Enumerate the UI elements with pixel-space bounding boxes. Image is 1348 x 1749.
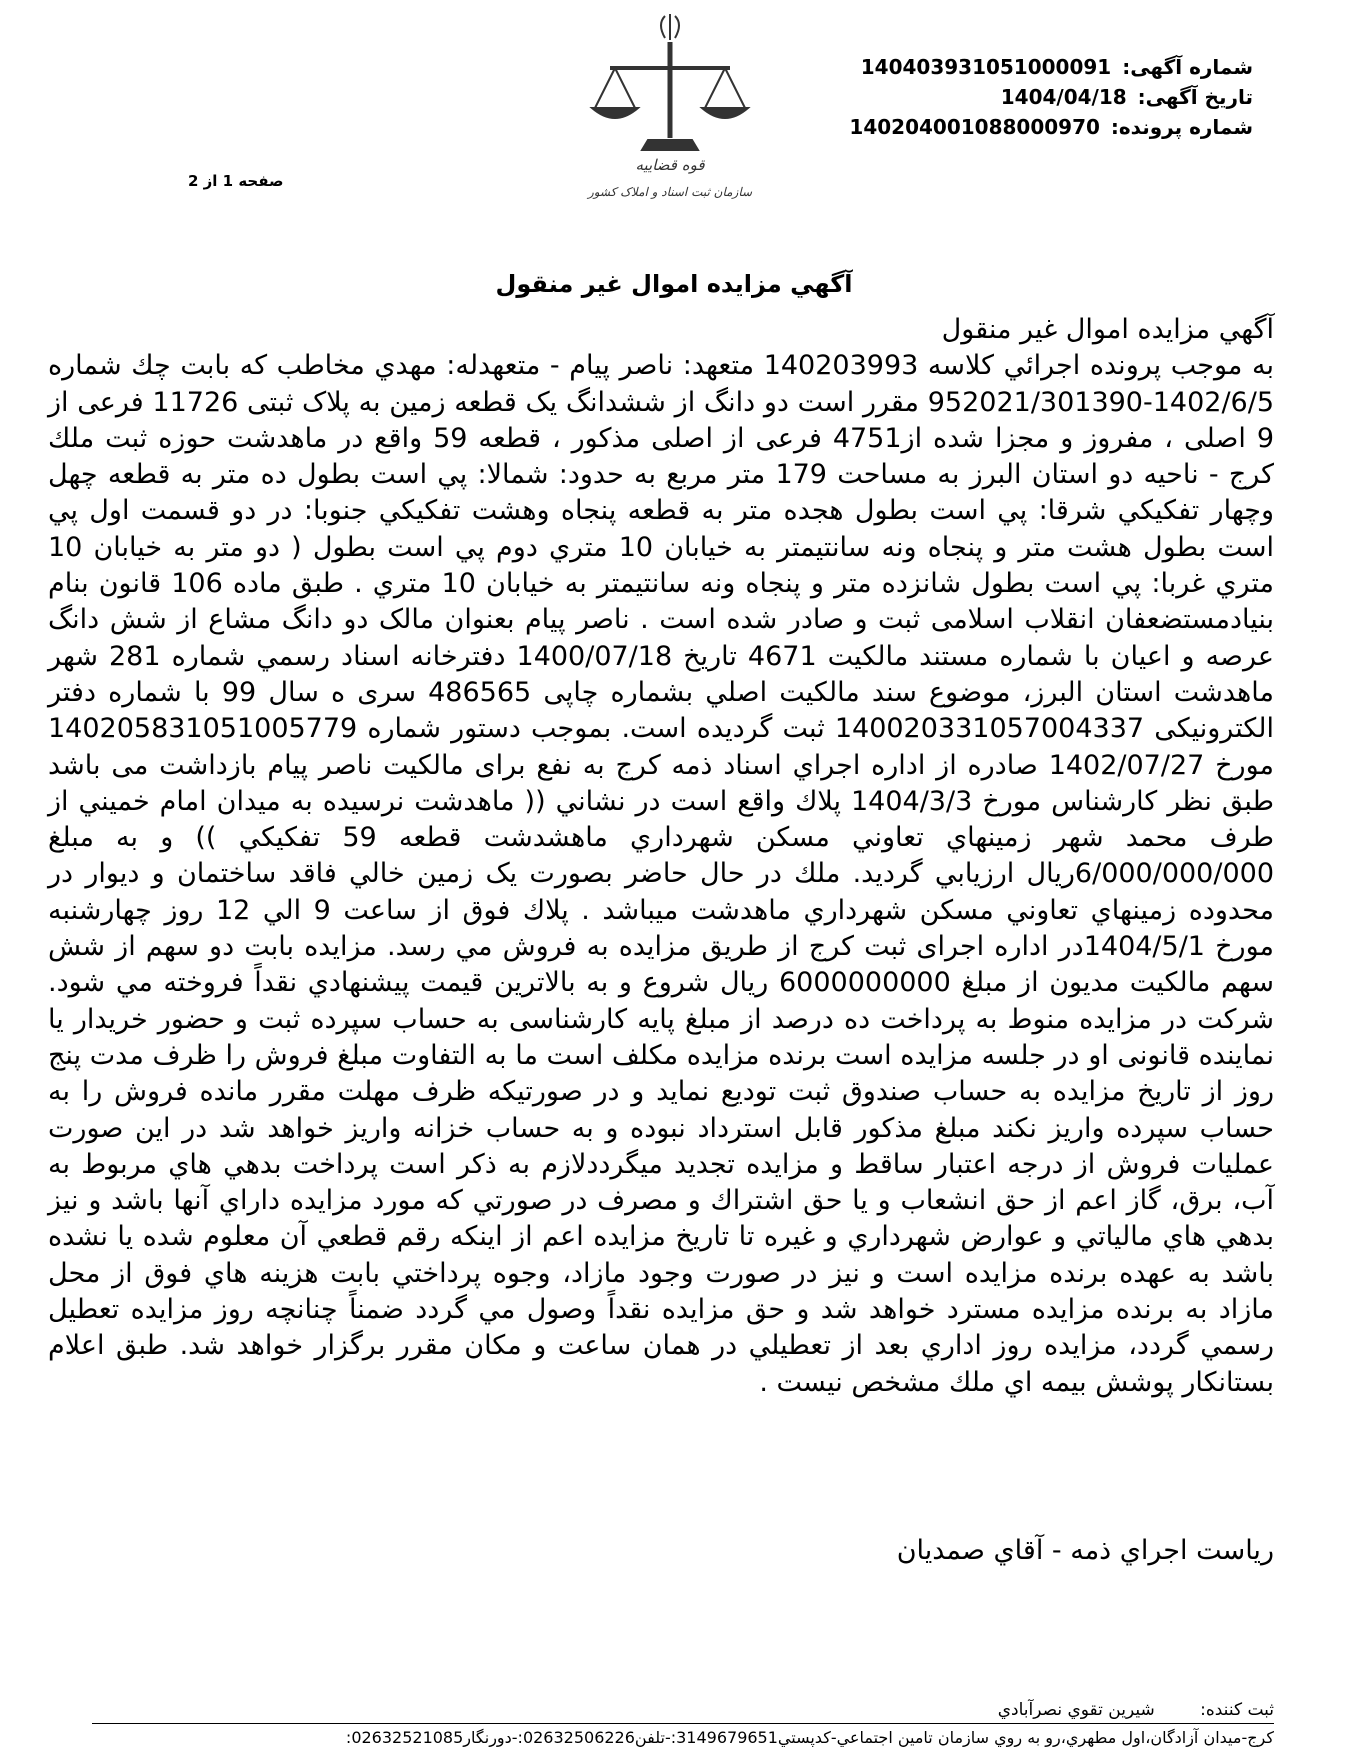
footer-address: كرج-ميدان آزادگان،اول مطهري،رو به روي سازمان تامين اجتماعي-كدپستي3149679651:-تلفن02632506226:-دورنگار02632521085: (345, 1728, 1274, 1747)
notice-date-label: تاریخ آگهی: (1137, 85, 1253, 109)
notice-body (48, 312, 1274, 1401)
registrar-label: ثبت کننده: (1200, 1700, 1274, 1720)
notice-date: 1404/04/18 (1000, 85, 1127, 109)
registrar-name: شيرين تقوي نصرآبادي (997, 1700, 1155, 1720)
notice-paragraph: به موجب پرونده اجرائي كلاسه 140203993 متعهد: ناصر پيام - متعهدله: مهدي مخاطب كه بابت چك شماره 1402/6/5-952021/301390 مقرر است دو دانگ از ششدانگ یک قطعه زمین به پلاک ثبتی 11726 فرعی از 9 اصلی ، مفروز و مجزا شده از4751 فرعی از اصلی مذکور ، قطعه 59 واقع در ماهدشت حوزه ثبت ملك كرج - ناحیه دو استان البرز به مساحت 179 متر مربع به حدود: شمالا: پي است بطول ده متر به قطعه چهل وچهار تفكيكي شرقا: پي است بطول هجده متر به قطعه پنجاه وهشت تفكيكي جنوبا: در دو قسمت اول پي است بطول هشت متر و پنجاه ونه سانتيمتر به خيابان 10 متري دوم پي است بطول ( دو متر به خيابان 10 متري غربا: پي است بطول شانزده متر و پنجاه ونه سانتيمتر به خيابان 10 متري . طبق ماده 106 قانون بنام بنيادمستضعفان انقلاب اسلامی ثبت و صادر شده است . ناصر پيام بعنوان مالک دو دانگ مشاع از شش دانگ عرصه و اعیان با شماره مستند مالکیت 4671 تاریخ 1400/07/18 دفترخانه اسناد رسمي شماره 281 شهر ماهدشت استان البرز، موضوع سند مالكيت اصلي بشماره چاپی 486565 سری ه سال 99 با شماره دفتر الکترونیکی 140020331057004337 ثبت گردیده است. بموجب دستور شماره 140205831051005779 مورخ 1402/07/27 صادره از اداره اجراي اسناد ذمه كرج به نفع برای مالکیت ناصر پیام بازداشت می باشد طبق نظر کارشناس مورخ 1404/3/3 پلاك واقع است در نشاني (( ماهدشت نرسيده به ميدان امام خميني از طرف محمد شهر زمينهاي تعاوني مسكن شهرداري ماهشدشت قطعه 59 تفكيكي )) و به مبلغ 6/000/000/000ريال ارزيابي گرديد. ملك در حال حاضر بصورت یک زمين خالي فاقد ساختمان و ديوار در محدوده زمينهاي تعاوني مسكن شهرداري ماهدشت ميباشد . پلاك فوق از ساعت 9 الي 12 روز چهارشنبه مورخ 1404/5/1در اداره اجرای ثبت كرج از طريق مزايده به فروش مي رسد. مزايده بابت دو سهم از شش سهم مالكيت مديون از مبلغ 6000000000 ريال شروع و به بالاترين قيمت پيشنهادي نقداً فروخته مي شود. شرکت در مزایده منوط به پرداخت ده درصد از مبلغ پایه کارشناسی به حساب سپرده ثبت و حضور خریدار یا نماینده قانونی او در جلسه مزایده است برنده مزایده مکلف است ما به التفاوت مبلغ فروش را ظرف مدت پنج روز از تاریخ مزایده به حساب صندوق ثبت تودیع نماید و در صورتیکه ظرف مهلت مقرر مانده فروش را به حساب سپرده واریز نکند مبلغ مذکور قابل استرداد نبوده و به حساب خزانه واریز خواهد شد در این صورت عملیات فروش از درجه اعتبار ساقط و مزایده تجدید میگرددلازم به ذكر است پرداخت بدهي هاي مربوط به آب، برق، گاز اعم از حق انشعاب و يا حق اشتراك و مصرف در صورتي كه مورد مزايده داراي آنها باشد و نيز بدهي هاي مالياتي و عوارض شهرداري و غيره تا تاريخ مزايده اعم از اينكه رقم قطعي آن معلوم شده يا نشده باشد به عهده برنده مزايده است و نيز در صورت وجود مازاد، وجوه پرداختي بابت هزينه هاي فوق از محل مازاد به برنده مزايده مسترد خواهد شد و حق مزايده نقداً وصول مي گردد ضمناً چنانچه روز مزايده تعطيل رسمي گردد، مزايده روز اداري بعد از تعطيلي در همان ساعت و مكان مقرر برگزار خواهد شد. طبق اعلام بستانكار پوشش بيمه اي ملك مشخص نيست . (48, 350, 1275, 1398)
judiciary-scales-emblem-icon (570, 8, 770, 218)
notice-number-row (849, 52, 1253, 82)
page-indicator: صفحه 1 از 2 (188, 172, 284, 190)
emblem-caption-top: قوه قضاییه (635, 156, 705, 174)
signature: رياست اجراي ذمه - آقاي صمديان (896, 1535, 1274, 1566)
notice-number-label: شماره آگهی: (1122, 55, 1253, 79)
emblem-caption-bottom: سازمان ثبت اسناد و املاک کشور (587, 185, 753, 199)
case-number: 140204001088000970 (849, 115, 1100, 139)
notice-number: 140403931051000091 (860, 55, 1112, 79)
footer-divider (92, 1723, 1274, 1724)
registrar (998, 1700, 1274, 1720)
page-title: آگهي مزايده اموال غير منقول (495, 270, 853, 298)
case-number-row (849, 112, 1253, 142)
notice-subtitle: آگهي مزايده اموال غير منقول (941, 314, 1274, 345)
notice-meta (849, 52, 1253, 142)
judiciary-emblem (570, 8, 770, 218)
case-number-label: شماره پرونده: (1110, 115, 1253, 139)
notice-date-row (849, 82, 1253, 112)
